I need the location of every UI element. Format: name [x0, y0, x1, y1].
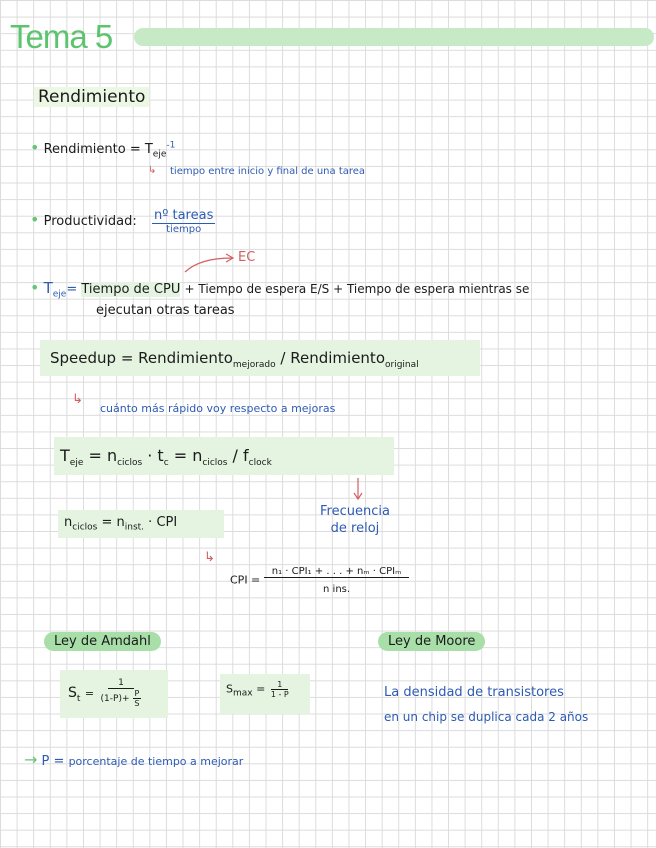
productividad-numerator: nº tareas: [154, 208, 214, 223]
teje-formula-T: T: [60, 446, 70, 465]
p-text: porcentaje de tiempo a mejorar: [68, 755, 244, 768]
frecuencia-line1: Frecuencia: [320, 504, 390, 519]
smax-numerator: 1: [271, 680, 288, 690]
teje-rest: + Tiempo de espera E/S + Tiempo de espera mientras se: [184, 282, 530, 296]
teje-sub: eje: [52, 289, 67, 300]
arrow-right-icon: ↳: [204, 550, 215, 565]
speedup-slash: / Rendimiento: [275, 349, 385, 367]
teje-eq: =: [66, 282, 78, 297]
st-sub: t: [76, 693, 81, 704]
arrow-right-icon: →: [24, 750, 38, 769]
smax-eq: =: [256, 682, 266, 696]
rendimiento-sub: eje: [152, 149, 167, 160]
rendimiento-note: tiempo entre inicio y final de una tarea: [170, 166, 366, 177]
smax-sub: max: [232, 688, 253, 699]
smax-denominator: 1 - P: [270, 690, 289, 699]
title-underline-bar: [134, 28, 654, 46]
cpi-numerator: n₁ · CPI₁ + . . . + nₘ · CPIₘ: [264, 566, 410, 578]
teje-formula-sub-c: c: [163, 458, 169, 469]
nciclos-sub-inst: inst.: [124, 522, 145, 533]
speedup-note: cuánto más rápido voy respecto a mejoras: [100, 402, 336, 415]
cpi-formula: [230, 566, 409, 595]
smax-formula: [226, 680, 291, 699]
smax-label: S: [226, 682, 233, 696]
nciclos-formula: [64, 515, 177, 533]
nciclos-rest: · CPI: [144, 515, 178, 530]
teje-formula-sub-clock: clock: [248, 458, 272, 469]
bullet-icon: •: [30, 278, 40, 297]
st-eq: =: [84, 687, 95, 700]
moore-pill: Ley de Moore: [378, 632, 485, 651]
teje-formula: [60, 446, 272, 468]
bullet-icon: •: [30, 210, 40, 229]
amdahl-pill: Ley de Amdahl: [44, 632, 161, 651]
teje-definition: [30, 278, 529, 300]
nciclos-n: n: [64, 515, 73, 530]
teje-formula-sub-ciclos: ciclos: [117, 458, 143, 469]
productividad-denominator: tiempo: [166, 224, 202, 235]
ec-arrow-icon: [180, 250, 240, 280]
speedup-sub1: mejorado: [232, 360, 276, 370]
teje-formula-sub-ciclos2: ciclos: [202, 458, 228, 469]
nciclos-sub: ciclos: [72, 522, 98, 533]
nciclos-eq: = n: [97, 515, 125, 530]
section-heading-rendimiento: Rendimiento: [34, 87, 149, 107]
teje-formula-eq: = n: [83, 446, 118, 465]
ec-label: EC: [238, 250, 256, 265]
speedup-formula: [50, 349, 419, 370]
productividad-fraction: [152, 208, 215, 235]
arrow-down-icon: [352, 476, 364, 502]
speedup-lhs: Speedup = Rendimiento: [50, 349, 233, 367]
teje-formula-eq2: = n: [168, 446, 203, 465]
moore-line1: La densidad de transistores: [384, 685, 564, 700]
rendimiento-label: Rendimiento = T: [43, 142, 153, 157]
p-label: P =: [41, 754, 65, 769]
teje-symbol: T: [43, 279, 53, 297]
speedup-sub2: original: [385, 360, 419, 370]
st-formula: [68, 678, 143, 708]
teje-formula-slash: / f: [227, 446, 249, 465]
st-den-frac-den: S: [134, 699, 140, 708]
rendimiento-definition: [30, 138, 175, 160]
frecuencia-note: [320, 503, 390, 537]
cpi-denominator: n ins.: [323, 584, 351, 595]
st-numerator: 1: [108, 678, 134, 689]
arrow-right-icon: ↳: [148, 165, 157, 176]
rendimiento-sup: -1: [166, 140, 176, 151]
productividad-definition: [30, 210, 137, 229]
st-label: S: [68, 685, 77, 701]
productividad-label: Productividad:: [43, 214, 137, 229]
teje-line2: ejecutan otras tareas: [96, 303, 235, 318]
teje-cpu: Tiempo de CPU: [81, 282, 181, 297]
arrow-right-icon: ↳: [72, 392, 83, 407]
frecuencia-line2: de reloj: [330, 521, 380, 536]
moore-line2: en un chip se duplica cada 2 años: [384, 710, 589, 724]
st-den-frac-num: P: [134, 689, 140, 698]
st-denominator: (1-P)+: [100, 694, 130, 704]
teje-formula-tc: · t: [142, 446, 164, 465]
moore-description: [384, 680, 588, 730]
cpi-lhs: CPI =: [230, 573, 261, 587]
teje-formula-sub: eje: [69, 458, 84, 469]
p-definition: [24, 750, 243, 769]
bullet-icon: •: [30, 138, 40, 157]
page-title: Tema 5: [10, 18, 113, 55]
